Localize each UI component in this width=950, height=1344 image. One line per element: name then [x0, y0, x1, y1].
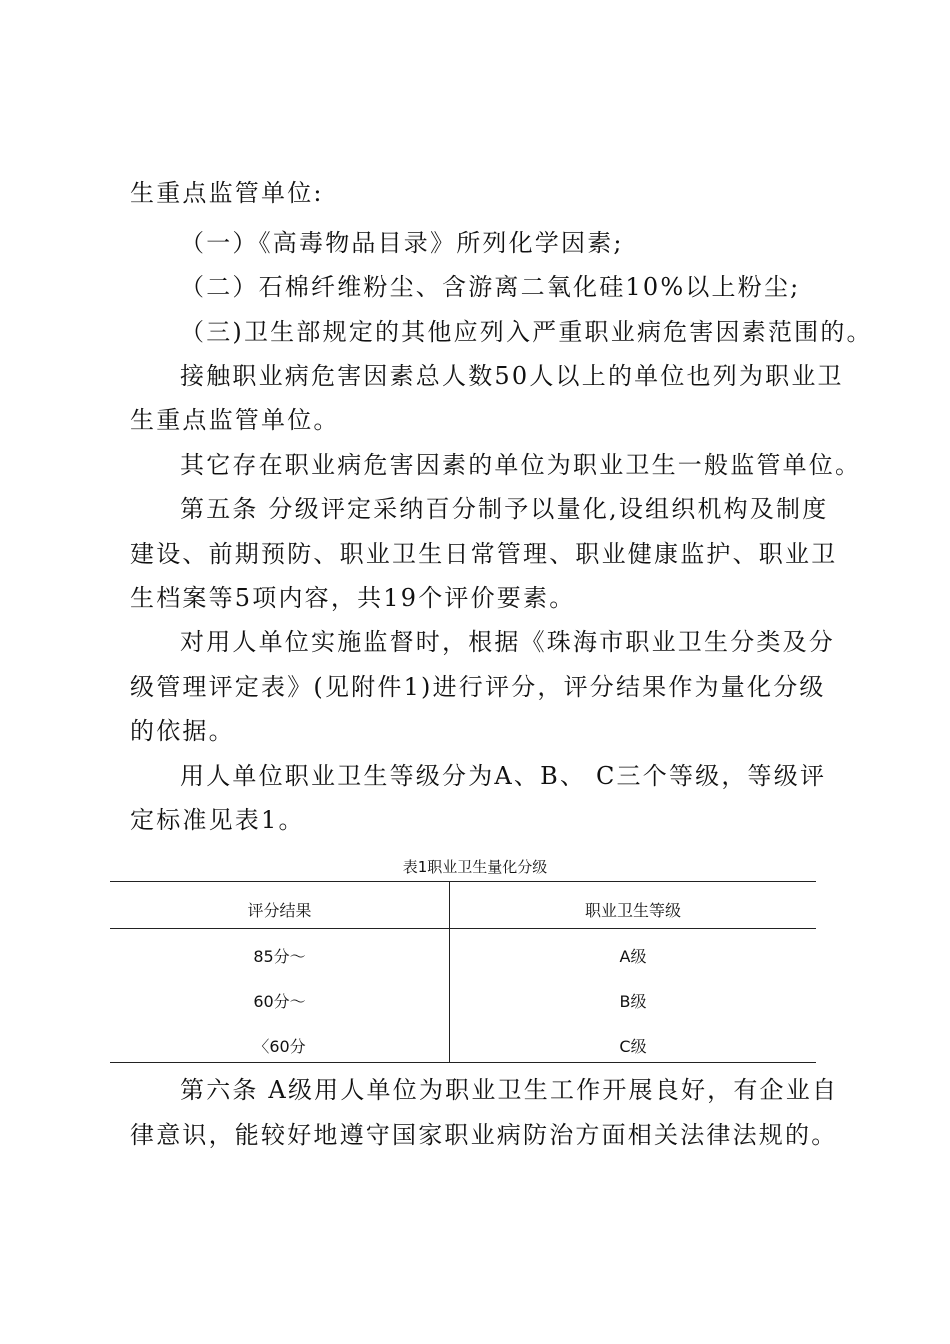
- article-5-line: 第五条 分级评定采纳百分制予以量化,设组织机构及制度: [180, 495, 829, 523]
- table-caption: 表1职业卫生量化分级: [402, 858, 548, 876]
- table-top-rule: [110, 881, 816, 882]
- paragraph-line: 用人单位职业卫生等级分为A、B、 C三个等级，等级评: [180, 762, 827, 790]
- table-header-rule: [110, 928, 816, 929]
- paragraph-line: 级管理评定表》(见附件1)进行评分，评分结果作为量化分级: [130, 673, 826, 701]
- list-item-3: （三)卫生部规定的其他应列入严重职业病危害因素范围的。: [180, 318, 873, 346]
- paragraph-line: 接触职业病危害因素总人数50人以上的单位也列为职业卫: [180, 362, 844, 390]
- table-cell-grade: C级: [619, 1037, 647, 1056]
- article-6-line: 第六条 A级用人单位为职业卫生工作开展良好，有企业自: [180, 1076, 839, 1104]
- table-bottom-rule: [110, 1062, 816, 1063]
- table-cell-grade: B级: [619, 992, 647, 1011]
- table-cell-score: 85分～: [253, 947, 306, 966]
- paragraph-line: 的依据。: [130, 717, 235, 745]
- paragraph-line: 其它存在职业病危害因素的单位为职业卫生一般监管单位。: [180, 451, 862, 479]
- paragraph-line: 定标准见表1。: [130, 806, 305, 834]
- list-item-2: （二）石棉纤维粉尘、含游离二氧化硅10%以上粉尘;: [180, 273, 801, 301]
- list-item-1: （一）《高毒物品目录》所列化学因素;: [180, 229, 624, 257]
- table-header-grade: 职业卫生等级: [584, 901, 681, 920]
- paragraph-line: 对用人单位实施监督时，根据《珠海市职业卫生分类及分: [180, 628, 835, 656]
- paragraph-line: 律意识，能较好地遵守国家职业病防治方面相关法律法规的。: [130, 1121, 838, 1149]
- paragraph-line: 建设、前期预防、职业卫生日常管理、职业健康监护、职业卫: [130, 540, 838, 568]
- paragraph-line: 生重点监管单位:: [130, 179, 324, 207]
- table-cell-grade: A级: [619, 947, 647, 966]
- paragraph-line: 生重点监管单位。: [130, 406, 340, 434]
- table-header-score: 评分结果: [247, 901, 312, 920]
- paragraph-line: 生档案等5项内容，共19个评价要素。: [130, 584, 576, 612]
- table-cell-score: 〈60分: [253, 1037, 306, 1056]
- table-cell-score: 60分～: [253, 992, 306, 1011]
- grading-table: [110, 881, 816, 1063]
